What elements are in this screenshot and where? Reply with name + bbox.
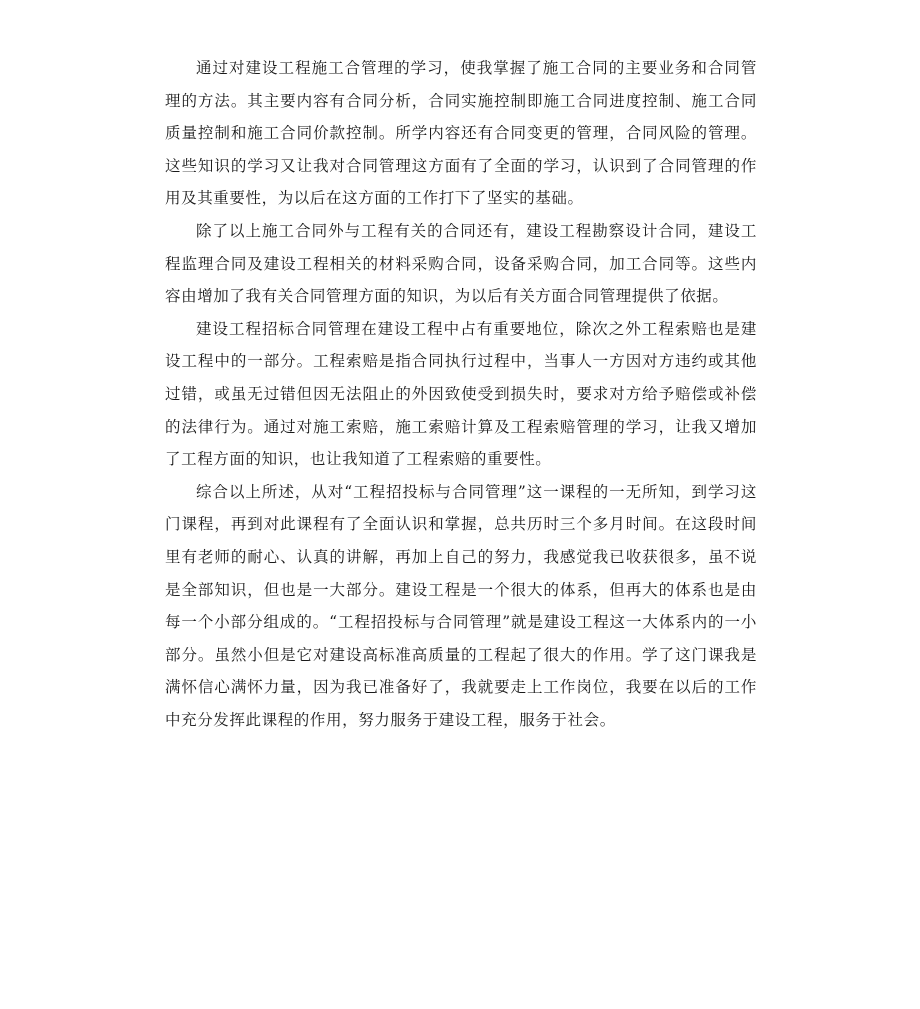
paragraph-2: 除了以上施工合同外与工程有关的合同还有，建设工程勘察设计合同，建设工程监理合同及建设工程相关的材料采购合同，设备采购合同，加工合同等。这些内容由增加了我有关合同管理方面的知识，为以后有关方面合同管理提供了依据。: [165, 221, 757, 306]
paragraph-1: 通过对建设工程施工合管理的学习，使我掌握了施工合同的主要业务和合同管理的方法。其主要内容有合同分析，合同实施控制即施工合同进度控制、施工合同质量控制和施工合同价款控制。所学内容还有合同变更的管理，合同风险的管理。这些知识的学习又让我对合同管理这方面有了全面的学习，认识到了合同管理的作用及其重要性，为以后在这方面的工作打下了坚实的基础。: [165, 59, 757, 208]
paragraph-4: 综合以上所述，从对“工程招投标与合同管理”这一课程的一无所知，到学习这门课程，再到对此课程有了全面认识和掌握，总共历时三个多月时间。在这段时间里有老师的耐心、认真的讲解，再加上自己的努力，我感觉我已收获很多，虽不说是全部知识，但也是一大部分。建设工程是一个很大的体系，但再大的体系也是由每一个小部分组成的。“工程招投标与合同管理”就是建设工程这一大体系内的一小部分。虽然小但是它对建设高标准高质量的工程起了很大的作用。学了这门课我是满怀信心满怀力量，因为我已准备好了，我就要走上工作岗位，我要在以后的工作中充分发挥此课程的作用，努力服务于建设工程，服务于社会。: [165, 482, 757, 729]
paragraph-3: 建设工程招标合同管理在建设工程中占有重要地位，除次之外工程索赔也是建设工程中的一部分。工程索赔是指合同执行过程中，当事人一方因对方违约或其他过错，或虽无过错但因无法阻止的外因致使受到损失时，要求对方给予赔偿或补偿的法律行为。通过对施工索赔，施工索赔计算及工程索赔管理的学习，让我又增加了工程方面的知识，也让我知道了工程索赔的重要性。: [165, 319, 757, 469]
document-body: [165, 52, 757, 736]
